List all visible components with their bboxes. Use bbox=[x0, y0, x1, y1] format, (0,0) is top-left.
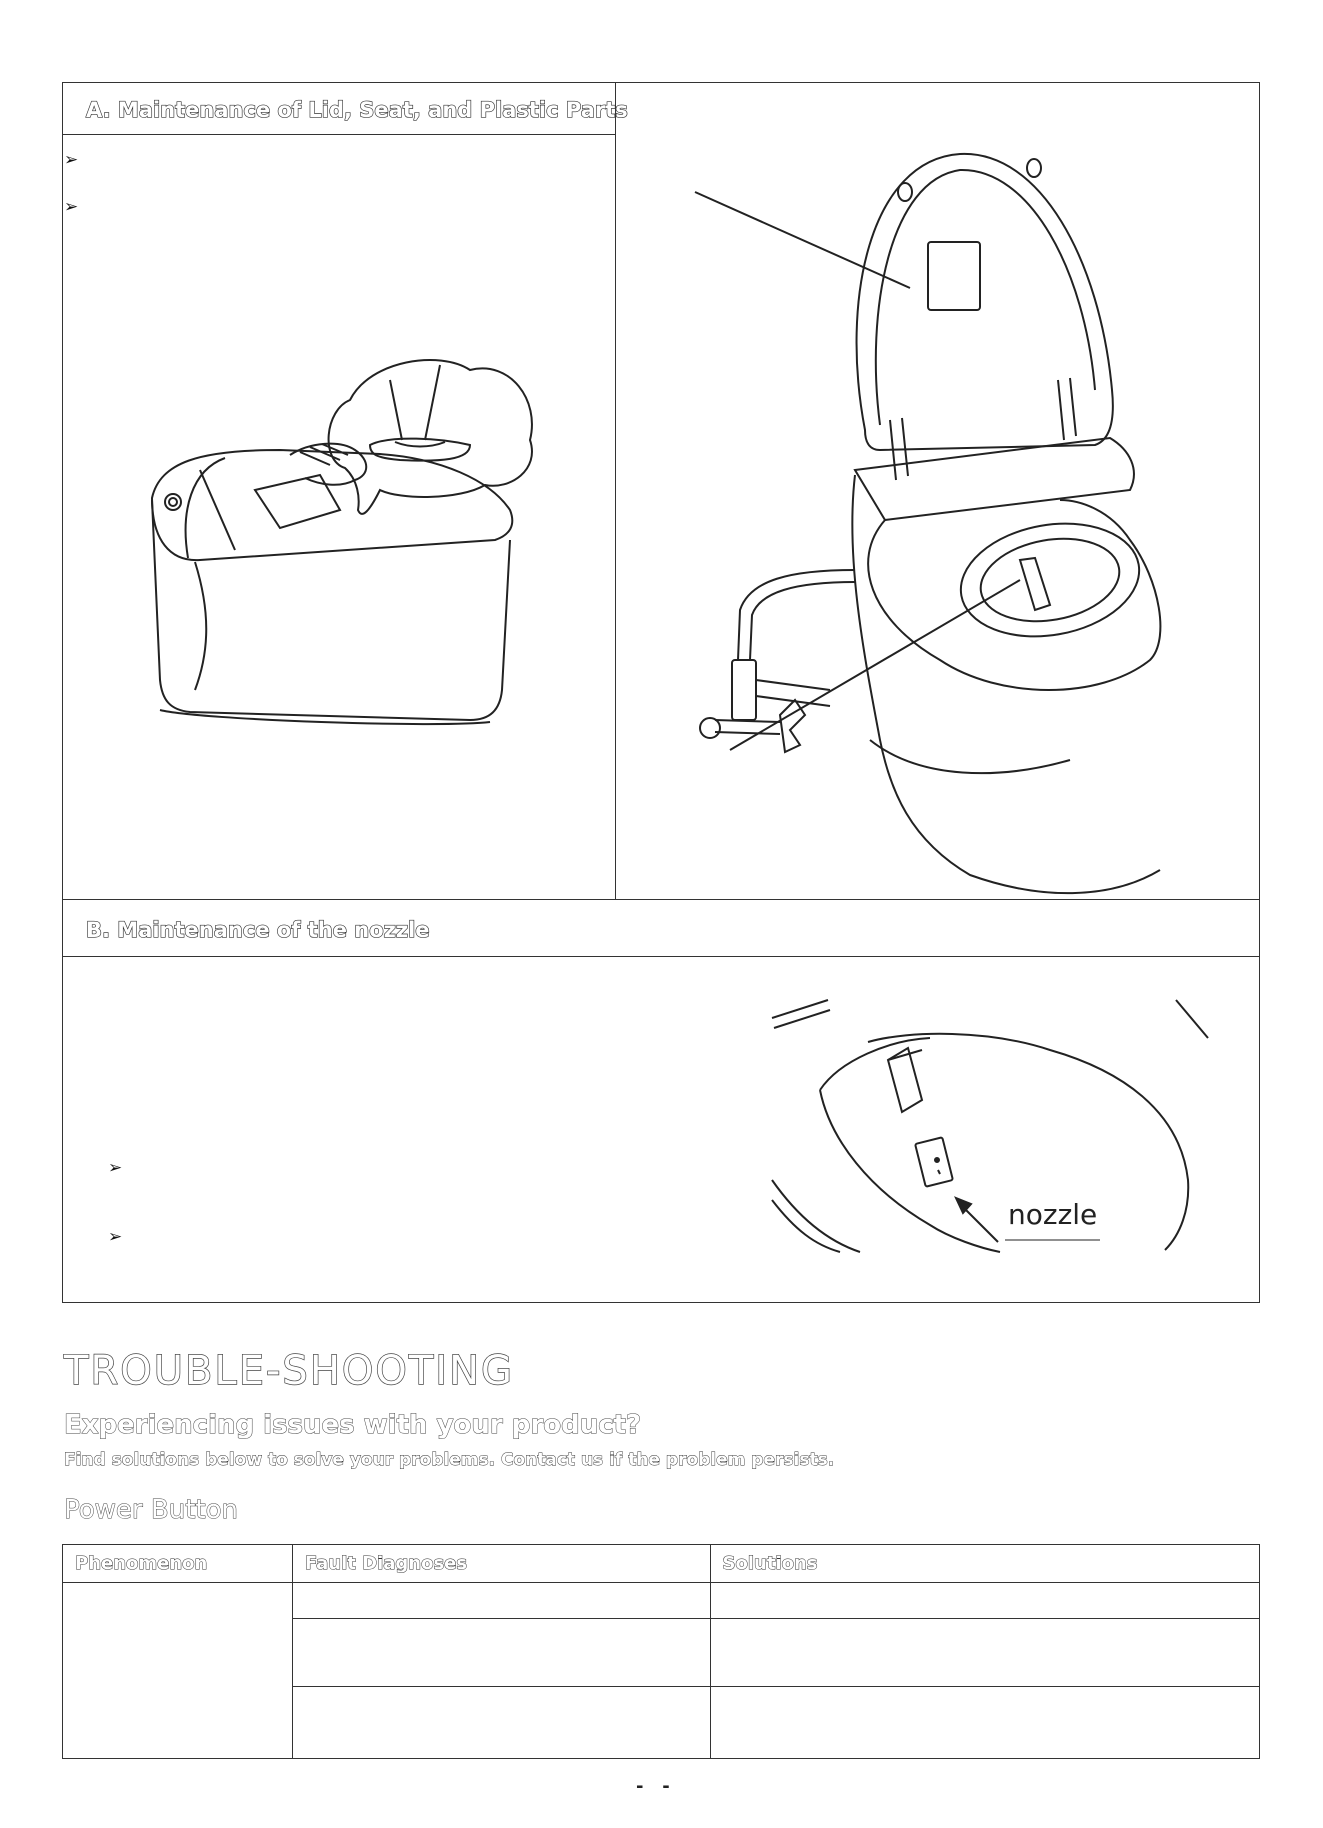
section-a-title-underline bbox=[62, 134, 616, 135]
table-header-fault-diagnoses: Fault Diagnoses bbox=[292, 1545, 710, 1583]
wiping-lid-illustration bbox=[140, 350, 560, 820]
power-button-table bbox=[62, 1544, 1260, 1759]
nozzle-closeup-illustration bbox=[760, 990, 1220, 1260]
frame-divider-vertical bbox=[615, 82, 616, 900]
arrowhead-bullet-icon: ➢ bbox=[108, 1158, 123, 1178]
table-row bbox=[63, 1583, 1260, 1619]
table-cell-solution bbox=[710, 1687, 1259, 1759]
table-cell-solution bbox=[710, 1583, 1259, 1619]
table-cell-diagnosis bbox=[292, 1583, 710, 1619]
table-cell-solution bbox=[710, 1619, 1259, 1687]
arrowhead-bullet-icon: ➢ bbox=[64, 197, 79, 217]
table-header-row bbox=[63, 1545, 1260, 1583]
table-header-solutions: Solutions bbox=[710, 1545, 1259, 1583]
power-button-section-title: Power Button bbox=[64, 1495, 238, 1525]
troubleshooting-heading: TROUBLE-SHOOTING bbox=[64, 1348, 515, 1394]
arrowhead-bullet-icon: ➢ bbox=[108, 1227, 123, 1247]
table-cell-diagnosis bbox=[292, 1619, 710, 1687]
section-b-title: B. Maintenance of the nozzle bbox=[86, 918, 430, 942]
troubleshooting-subheading: Experiencing issues with your product? bbox=[64, 1410, 642, 1440]
section-a-bullet-1 bbox=[64, 150, 86, 170]
page-number-marks: - - bbox=[636, 1776, 670, 1797]
section-b-bullet-2 bbox=[108, 1227, 130, 1247]
table-cell-diagnosis bbox=[292, 1687, 710, 1759]
section-b-title-underline bbox=[62, 956, 1260, 957]
nozzle-label: nozzle bbox=[1008, 1198, 1098, 1231]
section-b-bullet-1 bbox=[108, 1158, 130, 1178]
arrowhead-bullet-icon: ➢ bbox=[64, 150, 79, 170]
table-header-phenomenon: Phenomenon bbox=[63, 1545, 293, 1583]
section-a-bullet-2 bbox=[64, 197, 86, 217]
open-toilet-illustration bbox=[640, 140, 1240, 900]
section-a-title: A. Maintenance of Lid, Seat, and Plastic Parts bbox=[86, 98, 628, 122]
troubleshooting-intro: Find solutions below to solve your problems. Contact us if the problem persists. bbox=[64, 1450, 835, 1470]
table-cell-phenomenon bbox=[63, 1583, 293, 1759]
